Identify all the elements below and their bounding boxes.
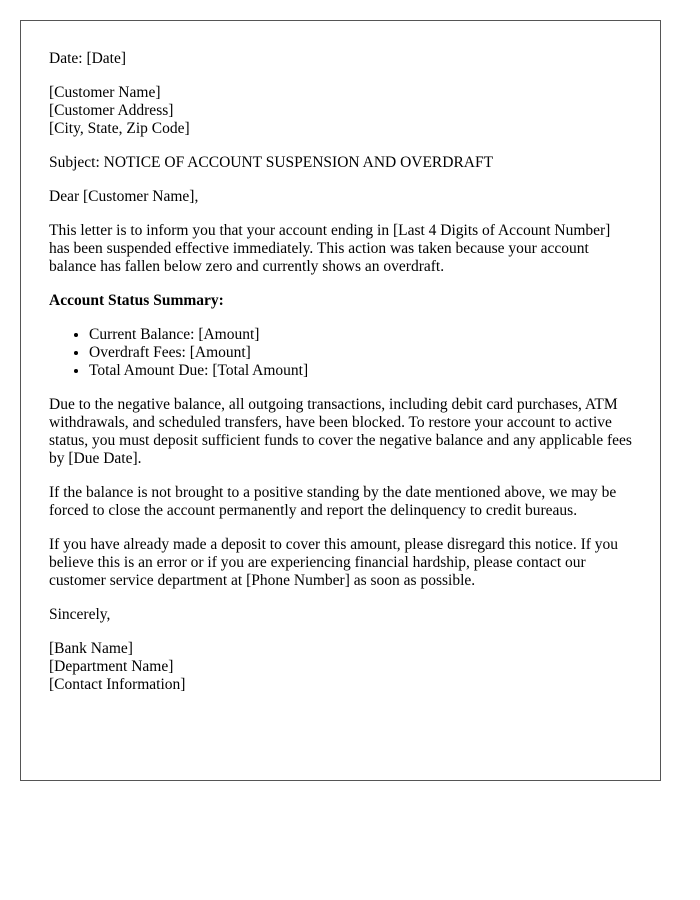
- recipient-name: [Customer Name]: [49, 84, 161, 101]
- summary-item-current-balance: • Current Balance: [Amount]: [89, 326, 632, 344]
- date-line: Date: [Date]: [49, 50, 127, 67]
- account-closure-paragraph: If the balance is not brought to a positive standing by the date mentioned above, we may be forced to close the account permanently and report the delinquency to credit bureaus.: [49, 484, 617, 519]
- subject-line: Subject: NOTICE OF ACCOUNT SUSPENSION AND OVERDRAFT: [49, 154, 494, 171]
- letter-page: [20, 20, 661, 781]
- summary-heading: Account Status Summary:: [49, 292, 224, 309]
- signature-bank-name: [Bank Name]: [49, 640, 133, 657]
- summary-item-overdraft-fees: • Overdraft Fees: [Amount]: [89, 344, 632, 362]
- summary-item-total-amount-due: • Total Amount Due: [Total Amount]: [89, 362, 632, 380]
- closing: Sincerely,: [49, 606, 111, 623]
- recipient-city-state-zip: [City, State, Zip Code]: [49, 120, 190, 137]
- salutation: Dear [Customer Name],: [49, 188, 199, 205]
- recipient-address: [Customer Address]: [49, 102, 174, 119]
- recipient-address-block: [49, 84, 632, 138]
- signature-block: [49, 640, 632, 694]
- signature-contact-information: [Contact Information]: [49, 676, 186, 693]
- intro-paragraph: This letter is to inform you that your account ending in [Last 4 Digits of Account Number] has been suspended effective immediately. This action was taken because your account balance has fallen below zero and currently shows an overdraft.: [49, 222, 611, 275]
- signature-department-name: [Department Name]: [49, 658, 174, 675]
- contact-paragraph: If you have already made a deposit to cover this amount, please disregard this notice. If you believe this is an error or if you are experiencing financial hardship, please contact our customer service department at [Phone Number] as soon as possible.: [49, 536, 619, 589]
- blocked-transactions-paragraph: Due to the negative balance, all outgoing transactions, including debit card purchases, ATM withdrawals, and scheduled transfers, have been blocked. To restore your account to active status, you must deposit sufficient funds to cover the negative balance and any applicable fees by [Due Date].: [49, 396, 632, 467]
- summary-list: [49, 326, 632, 380]
